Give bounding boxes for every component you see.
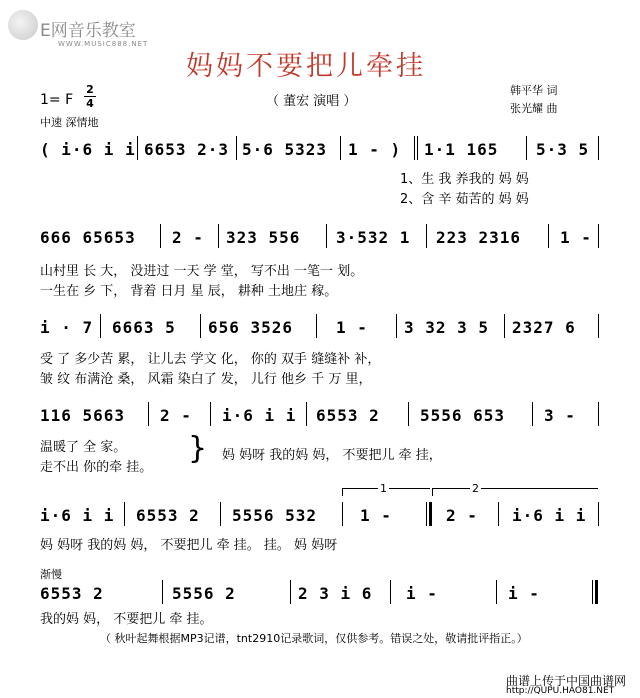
barline — [426, 224, 427, 248]
tempo-text: 中速 深情地 — [40, 116, 99, 129]
lyricist-text: 韩平华 词 — [510, 84, 558, 97]
logo-text: E网音乐教室 — [40, 21, 136, 41]
page-title: 妈妈不要把儿牵挂 — [186, 51, 426, 82]
row1-measure5: 1·1 165 — [424, 140, 499, 159]
tempo-mark-text: 渐慢 — [40, 568, 62, 581]
barline — [160, 224, 161, 248]
row6-measure3: 2 3 i 6 — [298, 584, 373, 603]
row2-lyric1: 山村里 长 大， 没进过 一天 学 堂， 写不出 一笔一 划。 — [40, 264, 364, 279]
barline — [210, 402, 211, 426]
row1-measure3: 5·6 5323 — [242, 140, 328, 159]
row4-measure6: 3 - — [544, 406, 576, 425]
row6-measure2: 5556 2 — [172, 584, 236, 603]
row3-measure4: 1 - — [336, 318, 368, 337]
row4-measure5: 5556 653 — [420, 406, 506, 425]
volta-label-2: 2 — [472, 482, 479, 495]
row4-lyric2: 走不出 你的牵 挂。 — [40, 460, 153, 475]
row2-measure5: 223 2316 — [436, 228, 522, 247]
barline — [598, 314, 599, 338]
barline — [417, 136, 418, 160]
row6-lyric1: 我的妈 妈， 不要把儿 牵 挂。 — [40, 612, 213, 627]
barline — [390, 580, 391, 604]
barline — [340, 136, 341, 160]
row3-measure5: 3 32 3 5 — [404, 318, 490, 337]
key-text: 1= F — [40, 92, 74, 108]
time-signature — [84, 84, 96, 109]
barline — [100, 314, 101, 338]
row1-measure4: 1 - ) — [348, 140, 402, 159]
row2-measure1: 666 65653 — [40, 228, 136, 247]
barline — [414, 136, 415, 160]
row4-side-lyric: 妈 妈呀 我的妈 妈， 不要把儿 牵 挂， — [222, 448, 442, 463]
volta-hook-1 — [342, 488, 343, 496]
row1-measure2: 6653 2·3 — [144, 140, 230, 159]
footnote-text: （ 秋叶起舞根据MP3记谱，tnt2910记录歌词，仅供参考。错误之处，敬请批评指正。） — [100, 632, 528, 645]
row3-measure3: 656 3526 — [208, 318, 294, 337]
barline — [504, 314, 505, 338]
row5-lyric1: 妈 妈呀 我的妈 妈， 不要把儿 牵 挂。 挂。 妈 妈呀 — [40, 538, 338, 553]
barline — [548, 224, 549, 248]
logo-icon — [8, 10, 38, 40]
barline — [496, 580, 497, 604]
row3-lyric1: 受 了 多少苦 累， 让儿去 学文 化， 你的 双手 缝缝补 补， — [40, 352, 381, 367]
row4-measure1: 116 5663 — [40, 406, 126, 425]
barline — [316, 314, 317, 338]
barline — [526, 136, 527, 160]
row1-measure6: 5·3 5 — [536, 140, 590, 159]
row5-measure2: 6553 2 — [136, 506, 200, 525]
barline — [124, 502, 125, 526]
volta-hook-2 — [432, 488, 433, 496]
row5-measure1: i·6 i i — [40, 506, 115, 525]
performer-text: （ 董宏 演唱 ） — [266, 94, 357, 109]
barline — [162, 580, 163, 604]
row2-measure3: 323 556 — [226, 228, 301, 247]
barline — [598, 136, 599, 160]
barline — [498, 502, 499, 526]
time-bottom: 4 — [86, 97, 94, 110]
row3-lyric2: 皱 纹 布满沧 桑， 风霜 染白了 发， 儿行 他乡 千 万 里， — [40, 372, 372, 387]
footer-line2: http://QUPU.HAO81.NET — [506, 686, 615, 696]
barline — [220, 502, 221, 526]
row3-measure1: i · 7 — [40, 318, 94, 337]
barline — [342, 502, 343, 526]
composer-text: 张光耀 曲 — [510, 102, 558, 115]
volta-line-2 — [432, 488, 598, 489]
row6-measure1: 6553 2 — [40, 584, 104, 603]
row4-measure2: 2 - — [160, 406, 192, 425]
barline — [218, 224, 219, 248]
repeat-barline-thin — [426, 502, 427, 526]
barline — [236, 136, 237, 160]
barline — [408, 402, 409, 426]
barline — [598, 502, 599, 526]
row4-measure3: i·6 i i — [222, 406, 297, 425]
barline — [200, 314, 201, 338]
row1-measure1: ( i·6 i i — [40, 140, 136, 159]
barline — [290, 580, 291, 604]
volta-label-1: 1 — [380, 482, 387, 495]
barline — [326, 224, 327, 248]
repeat-barline-thick — [429, 502, 432, 526]
row1-lyric1: 1、生 我 养我的 妈 妈 — [400, 172, 529, 187]
row1-lyric2: 2、含 辛 茹苦的 妈 妈 — [400, 192, 529, 207]
footer-line1: 曲谱上传于中国曲谱网 — [506, 674, 627, 688]
barline — [306, 402, 307, 426]
key-signature — [40, 92, 73, 108]
row3-measure2: 6663 5 — [112, 318, 176, 337]
brace-icon: } — [188, 431, 208, 466]
final-barline-thick — [595, 580, 598, 604]
row6-measure4: i - — [406, 584, 438, 603]
row4-measure4: 6553 2 — [316, 406, 380, 425]
barline — [532, 402, 533, 426]
row2-measure4: 3·532 1 — [336, 228, 411, 247]
barline — [148, 402, 149, 426]
row3-measure6: 2327 6 — [512, 318, 576, 337]
row2-measure6: 1 - — [560, 228, 592, 247]
barline — [598, 402, 599, 426]
barline — [137, 136, 138, 160]
barline — [598, 224, 599, 248]
row5-measure3: 5556 532 — [232, 506, 318, 525]
row5-measure5: 2 - — [446, 506, 478, 525]
barline — [396, 314, 397, 338]
row5-measure4: 1 - — [360, 506, 392, 525]
logo-url: WWW.MUSIC888.NET — [58, 40, 149, 48]
time-top: 2 — [86, 83, 94, 96]
row2-measure2: 2 - — [172, 228, 204, 247]
row5-measure6: i·6 i i — [512, 506, 587, 525]
row2-lyric2: 一生在 乡 下， 背着 日月 星 辰， 耕种 土地庄 稼。 — [40, 284, 338, 299]
row6-measure5: i - — [508, 584, 540, 603]
final-barline-thin — [592, 580, 593, 604]
row4-lyric1: 温暖了 全 家。 — [40, 440, 127, 455]
